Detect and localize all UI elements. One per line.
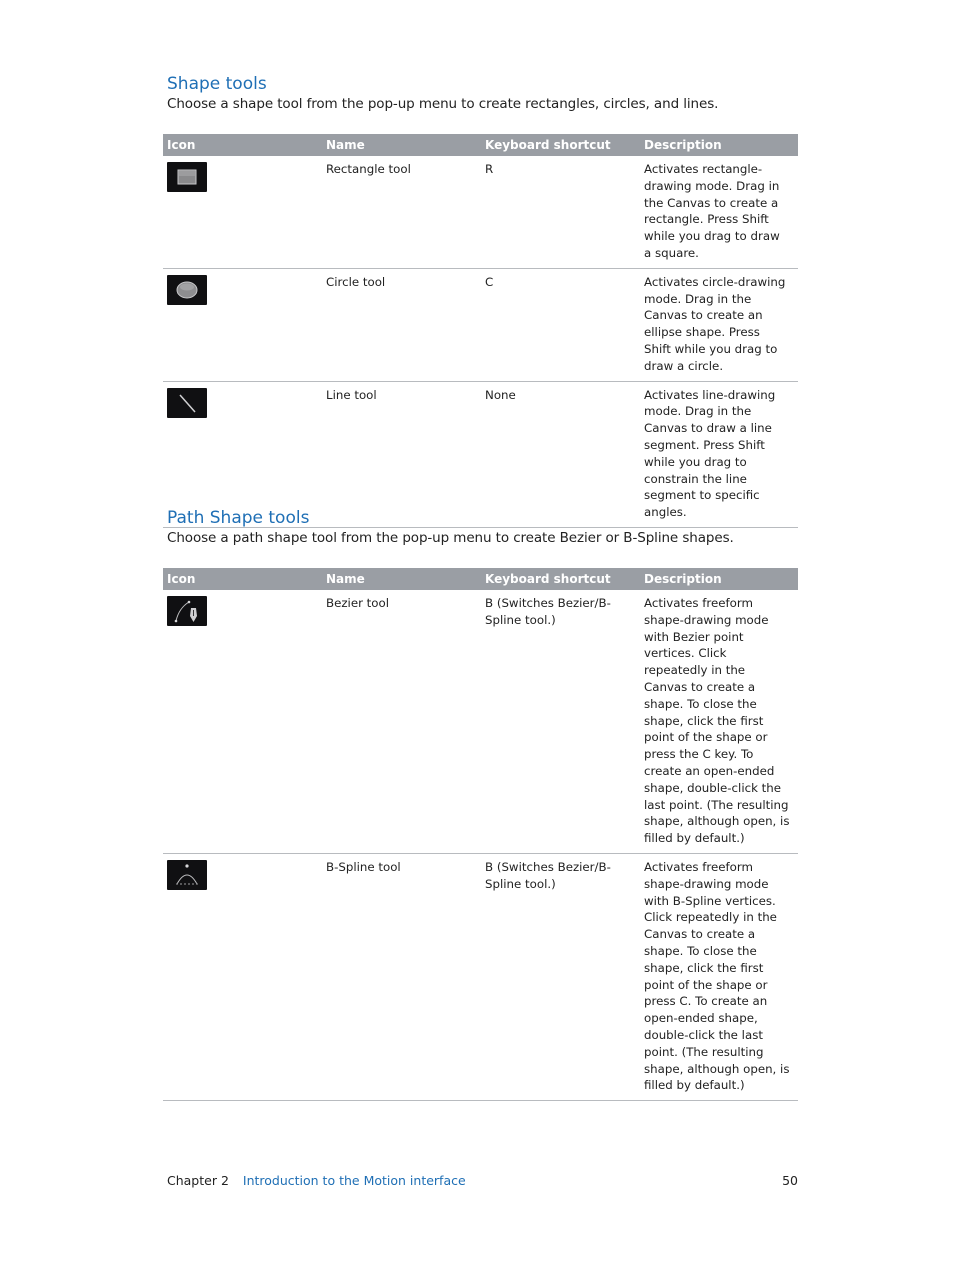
rectangle-icon <box>167 162 207 192</box>
footer-chapter: Chapter 2 <box>167 1173 229 1188</box>
tool-name: Bezier tool <box>322 590 481 853</box>
column-header-name: Name <box>322 568 481 590</box>
tool-shortcut: C <box>481 268 640 381</box>
tool-name: Circle tool <box>322 268 481 381</box>
section-title-path-shape-tools: Path Shape tools <box>167 508 310 528</box>
tool-shortcut: R <box>481 156 640 268</box>
column-header-name: Name <box>322 134 481 156</box>
column-header-description: Description <box>640 134 798 156</box>
path-shape-tools-section <box>163 507 798 1101</box>
tool-shortcut: B (Switches Bezier/B-Spline tool.) <box>485 859 611 891</box>
circle-icon <box>167 275 207 305</box>
page-footer <box>167 1173 798 1189</box>
section-title-shape-tools: Shape tools <box>167 74 267 94</box>
footer-chapter-link[interactable]: Introduction to the Motion interface <box>242 1173 466 1188</box>
column-header-description: Description <box>640 568 798 590</box>
table-row <box>163 268 798 381</box>
tool-description: Activates circle-drawing mode. Drag in the Canvas to create an ellipse shape. Press Shift while you drag to draw a circle. <box>644 274 786 373</box>
column-header-icon: Icon <box>163 134 322 156</box>
tool-name: Line tool <box>322 381 481 527</box>
section-intro-path-shape-tools: Choose a path shape tool from the pop-up menu to create Bezier or B-Spline shapes. <box>167 530 734 546</box>
table-row <box>163 156 798 268</box>
section-intro-shape-tools: Choose a shape tool from the pop-up menu to create rectangles, circles, and lines. <box>167 96 719 112</box>
tool-description: Activates freeform shape-drawing mode with Bezier point vertices. Click repeatedly in the Canvas to create a shape. To close the shape, click the first point of the shape or press the C key. To create an open-ended shape, double-click the last point. (The resulting shape, although open, is filled by default.) <box>644 596 790 846</box>
tool-description: Activates freeform shape-drawing mode with B-Spline vertices. Click repeatedly in the Canvas to create a shape. To close the shape, click the first point of the shape or press C. To create an open-ended shape, double-click the last point. (The resulting shape, although open, is filled by default.) <box>644 859 790 1093</box>
bezier-pen-icon <box>167 596 207 626</box>
column-header-shortcut: Keyboard shortcut <box>481 134 640 156</box>
page-number: 50 <box>782 1173 798 1188</box>
path-shape-tools-table <box>163 568 798 1101</box>
b-spline-icon <box>167 860 207 890</box>
tool-shortcut: B (Switches Bezier/B-Spline tool.) <box>485 596 611 627</box>
tool-description: Activates rectangle-drawing mode. Drag in the Canvas to create a rectangle. Press Shift while you drag to draw a square. <box>644 162 780 260</box>
table-row <box>163 381 798 527</box>
table-header-row <box>163 568 798 590</box>
shape-tools-section <box>163 73 798 528</box>
column-header-shortcut: Keyboard shortcut <box>481 568 640 590</box>
tool-shortcut: None <box>481 381 640 527</box>
table-row <box>163 590 798 853</box>
tool-name: Rectangle tool <box>322 156 481 268</box>
column-header-icon: Icon <box>163 568 322 590</box>
table-header-row <box>163 134 798 156</box>
line-icon <box>167 388 207 418</box>
tool-name: B-Spline tool <box>322 853 481 1100</box>
tool-description: Activates line-drawing mode. Drag in the Canvas to draw a line segment. Press Shift while you drag to constrain the line segment to specific angles. <box>644 387 776 520</box>
shape-tools-table <box>163 134 798 528</box>
table-row <box>163 853 798 1100</box>
